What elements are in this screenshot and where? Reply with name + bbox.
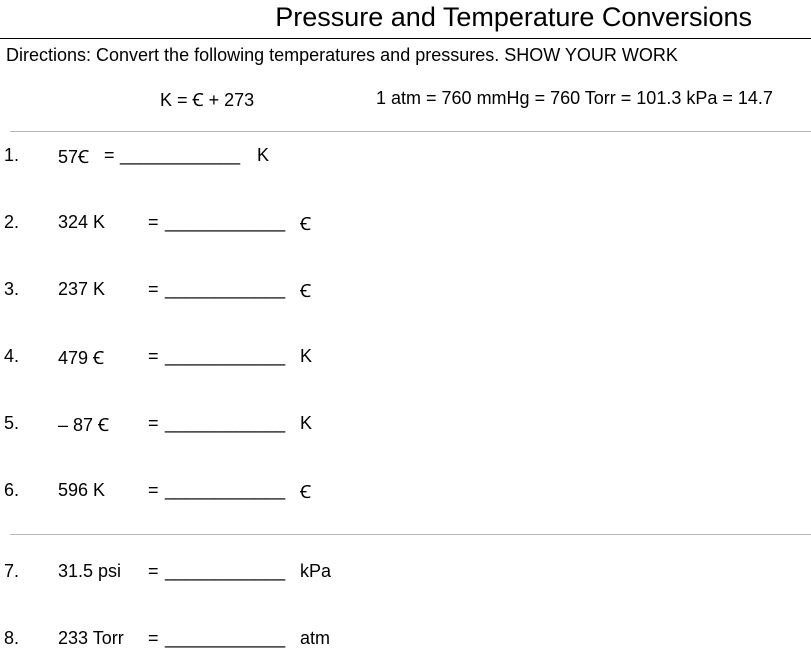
question-row [0, 279, 811, 303]
equals-sign: = [148, 212, 159, 232]
answer-blank[interactable]: ____________ [165, 279, 286, 299]
equals-sign: = [148, 480, 159, 500]
question-row [0, 346, 811, 370]
temperature-formula: K = Ꞓ + 273 [160, 90, 255, 110]
target-unit: K [300, 346, 313, 366]
target-unit: kPa [300, 561, 332, 581]
answer-blank[interactable]: ____________ [165, 413, 286, 433]
target-unit: atm [300, 628, 331, 648]
question-number: 8. [4, 628, 20, 648]
answer-blank[interactable]: ____________ [165, 346, 286, 366]
target-unit: Ꞓ [300, 214, 312, 234]
equals-sign: = [148, 561, 159, 581]
directions-text: Directions: Convert the following temperatures and pressures. SHOW YOUR WORK [6, 45, 678, 65]
question-number: 7. [4, 561, 20, 581]
question-value: 31.5 psi [58, 561, 122, 581]
question-row [0, 413, 811, 437]
question-value: 479 Ꞓ [58, 348, 105, 368]
question-row [0, 480, 811, 504]
question-value: 57Ꞓ [58, 147, 90, 167]
question-value: 233 Torr [58, 628, 124, 648]
question-number: 6. [4, 480, 20, 500]
target-unit: Ꞓ [300, 281, 312, 301]
title-underline [0, 38, 811, 39]
equals-sign: = [148, 279, 159, 299]
question-row [0, 212, 811, 236]
section-divider [10, 534, 811, 535]
question-number: 2. [4, 212, 20, 232]
question-row [0, 561, 811, 585]
equals-sign: = [148, 346, 159, 366]
question-number: 1. [4, 145, 20, 165]
equals-sign: = [104, 145, 115, 165]
answer-blank[interactable]: ____________ [165, 480, 286, 500]
pressure-formula: 1 atm = 760 mmHg = 760 Torr = 101.3 kPa = 14.7 [376, 88, 773, 108]
question-value: – 87 Ꞓ [58, 415, 110, 435]
answer-blank[interactable]: ____________ [165, 628, 286, 648]
page-title: Pressure and Temperature Conversions [275, 2, 752, 32]
question-row [0, 145, 811, 169]
question-number: 4. [4, 346, 20, 366]
question-number: 3. [4, 279, 20, 299]
answer-blank[interactable]: ____________ [165, 561, 286, 581]
question-number: 5. [4, 413, 20, 433]
section-divider [10, 131, 811, 132]
answer-blank[interactable]: ____________ [120, 145, 241, 165]
target-unit: Ꞓ [300, 482, 312, 502]
question-row [0, 628, 811, 652]
question-value: 237 K [58, 279, 106, 299]
question-value: 596 K [58, 480, 106, 500]
question-value: 324 K [58, 212, 106, 232]
answer-blank[interactable]: ____________ [165, 212, 286, 232]
target-unit: K [257, 145, 270, 165]
target-unit: K [300, 413, 313, 433]
equals-sign: = [148, 628, 159, 648]
equals-sign: = [148, 413, 159, 433]
